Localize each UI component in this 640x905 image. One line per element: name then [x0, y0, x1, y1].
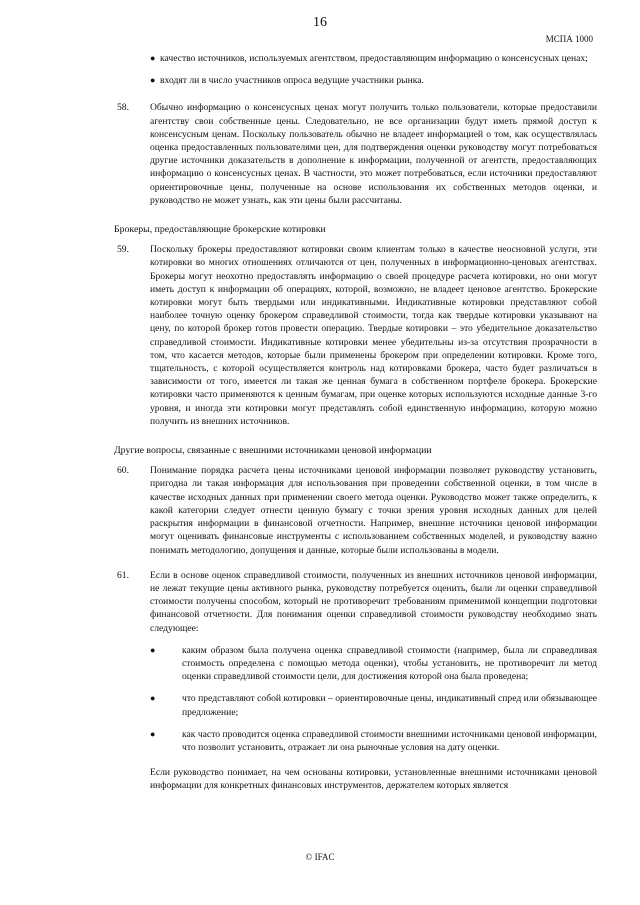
bullet-icon: ● [150, 693, 156, 704]
section-heading-other: Другие вопросы, связанные с внешними источниками ценовой информации [114, 445, 432, 457]
paragraph-61 [117, 569, 597, 635]
paragraph-number: 58. [117, 102, 129, 114]
bullet-icon: ● [150, 75, 156, 86]
bullet-icon: ● [150, 53, 156, 63]
bullet-text: каким образом была получена оценка справедливой стоимости (например, была ли справедливая стоимость определена с помощью метода оценки), чтобы установить, не противоречит ли метод оценки справедливой стоимости цели, для достижения которой она была проведена; [182, 644, 597, 683]
list-item [117, 52, 597, 65]
section-heading-brokers: Брокеры, предоставляющие брокерские котировки [114, 224, 326, 236]
document-body [114, 52, 597, 793]
bullet-text: что представляют собой котировки – ориентировочные цены, индикативный спред или обязывающее предложение; [182, 693, 597, 718]
paragraph-text: Поскольку брокеры предоставляют котировки своим клиентам только в качестве неосновной услуги, эти котировки во многих отношениях отличаются от цен, полученных в информационно-ценовых агентствах. Брокеры могут неохотно предоставлять информацию о своей процедуре расчета котировки, но они могут иметь доступ к информации об операциях, которой, возможно, не владеет ценовое агентство. Брокерские котировки могут быть твердыми или индикативными. Индикативные котировки представляют собой наиболее точную оценку брокером справедливой стоимости, тогда как твердые котировки указывают на цену, по которой брокер готов провести операцию. Твердые котировки – это убедительное доказательство справедливой стоимости. Индикативные котировки менее убедительны из-за отсутствия прозрачности в том, что касается методов, которые были применены брокером при определении котировки. Кроме того, тщательность, с которой осуществляется контроль над котировками брокера, часто будет различаться в зависимости от того, имеется ли такая же ценная бумага в собственном портфеле брокера. Брокерские котировки часто применяются к ценным бумагам, при оценке которых используются исходные данные 3-го уровня, и иногда эти котировки могут представлять собой единственную информацию, которую можно получить из внешних источников. [150, 244, 597, 427]
bullet-text: качество источников, используемых агентством, предоставляющим информацию о консенсусных ценах; [160, 53, 588, 64]
bullet-icon: ● [150, 644, 156, 655]
paragraph-text: Если руководство понимает, на чем основаны котировки, установленные внешними источниками ценовой информации для конкретных финансовых инструментов, держателем которых является [150, 767, 597, 792]
paragraph-number: 61. [117, 569, 129, 581]
list-item [117, 692, 597, 718]
copyright-footer: © IFAC [305, 852, 335, 862]
paragraph-59 [117, 243, 597, 428]
paragraph-60 [117, 464, 597, 556]
list-item [117, 74, 597, 87]
document-code: МСПА 1000 [545, 34, 593, 44]
paragraph-number: 59. [117, 244, 129, 256]
paragraph-number: 60. [117, 465, 129, 477]
paragraph-text: Понимание порядка расчета цены источниками ценовой информации позволяет руководству установить, пригодна ли такая информация для использования при проведении собственной оценки, в том числе в качестве исходных данных при применении своего метода оценки. Руководство может также определить, к какой категории следует отнести ценную бумагу с точки зрения уровня исходных данных для целей раскрытия информации в финансовой отчетности. Например, внешние источники ценовой информации могут оценивать финансовые инструменты с использованием собственных моделей, и руководству важно понимать методологию, допущения и данные, которые были использованы в модели. [150, 465, 597, 556]
bullet-icon: ● [150, 728, 156, 739]
paragraph-text: Если в основе оценок справедливой стоимости, полученных из внешних источников ценовой информации, не лежат текущие цены активного рынка, руководству потребуется оценить, были ли оценки справедливой стоимости получены способом, который не противоречит требованиям применимой концепции подготовки финансовой отчетности. Для понимания оценки справедливой стоимости руководству необходимо знать следующее: [150, 569, 597, 634]
bullet-text: входят ли в число участников опроса ведущие участники рынка. [160, 75, 424, 87]
paragraph-text: Обычно информацию о консенсусных ценах могут получить только пользователи, которые предоставили агентству свои собственные цены. Следовательно, не все организации будут иметь прямой доступ к консенсусным ценам. Поскольку пользователь обычно не владеет информацией о том, как осуществлялась оценка предоставленных пользователями цен, для подтверждения оценки руководству могут потребоваться другие источники доказательств в дополнение к информации, полученной от агентств, предоставляющих информацию о консенсусных ценах. В частности, это может потребоваться, если источники предоставляют ориентировочные цены, полученные на основе использования их собственных методов оценки, и руководство не может узнать, как эти цены были рассчитаны. [150, 102, 597, 206]
list-item [117, 644, 597, 684]
paragraph-58 [117, 101, 597, 207]
page-number: 16 [313, 15, 327, 30]
paragraph-61-continuation [117, 766, 597, 792]
bullet-text: как часто проводится оценка справедливой стоимости внешними источниками ценовой информации, что позволит установить, отражает ли она рыночные условия на дату оценки. [182, 728, 597, 753]
list-item [117, 728, 597, 754]
